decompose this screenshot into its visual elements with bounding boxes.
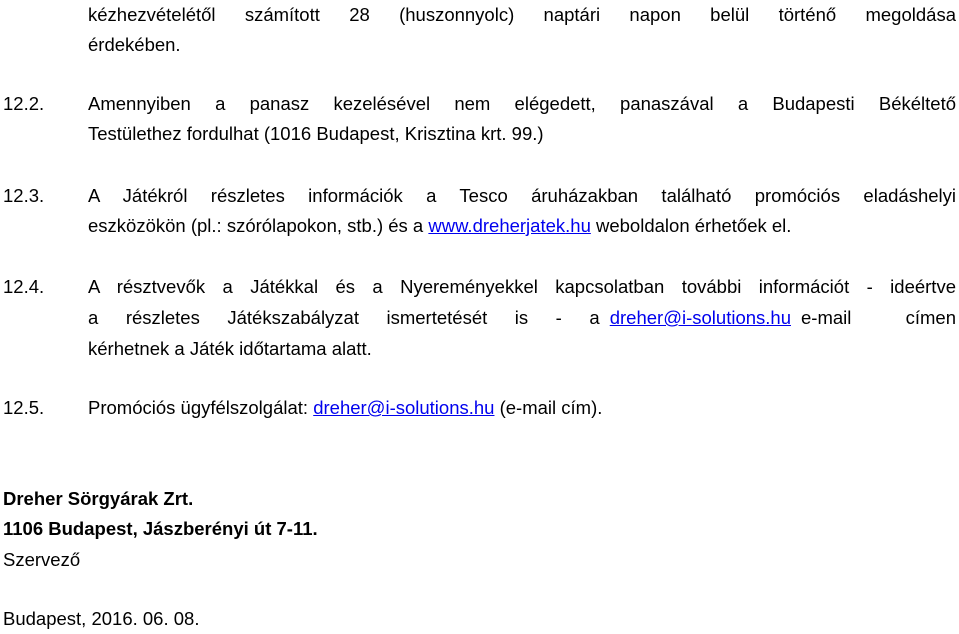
intro-line-2: érdekében. xyxy=(88,34,181,55)
company-name: Dreher Sörgyárak Zrt. xyxy=(3,488,194,509)
dreherjatek-website-link[interactable]: www.dreherjatek.hu xyxy=(428,215,591,236)
section-12-5-text-before: Promóciós ügyfélszolgálat: xyxy=(88,397,314,418)
customer-service-email-link[interactable]: dreher@i-solutions.hu xyxy=(313,397,495,418)
section-number-12-4: 12.4. xyxy=(3,276,45,297)
company-address: 1106 Budapest, Jászberényi út 7-11. xyxy=(3,518,318,539)
section-12-4-line-1: A résztvevők a Játékkal és a Nyereményekkel kapcsolatban további információt - ideértve xyxy=(88,276,956,297)
intro-line-1: kézhezvételétől számított 28 (huszonnyolc) naptári napon belül történő megoldása xyxy=(88,4,956,25)
section-12-4-line-3: kérhetnek a Játék időtartama alatt. xyxy=(88,338,372,359)
section-number-12-2: 12.2. xyxy=(3,93,45,114)
section-12-5-line xyxy=(88,393,602,423)
section-number-12-5: 12.5. xyxy=(3,397,45,418)
support-email-link[interactable]: dreher@i-solutions.hu xyxy=(609,307,791,328)
section-number-12-3: 12.3. xyxy=(3,185,45,206)
section-12-4-text-before: a részletes Játékszabályzat ismertetését is - a xyxy=(88,307,600,328)
section-12-5-text-after: (e-mail cím). xyxy=(494,397,603,418)
section-12-3-line-1: A Játékról részletes információk a Tesco áruházakban található promóciós eladáshelyi xyxy=(88,185,956,206)
section-12-3-text-after: weboldalon érhetőek el. xyxy=(590,215,792,236)
section-12-2-line-1: Amennyiben a panasz kezelésével nem elégedett, panaszával a Budapesti Békéltető xyxy=(88,93,956,114)
section-12-4-line-2 xyxy=(88,303,956,333)
document-date: Budapest, 2016. 06. 08. xyxy=(3,608,200,629)
section-12-4-text-after: e-mail címen xyxy=(801,307,956,328)
organizer-role: Szervező xyxy=(3,549,81,570)
section-12-3-line-2 xyxy=(88,211,791,241)
section-12-2-line-2: Testülethez fordulhat (1016 Budapest, Krisztina krt. 99.) xyxy=(88,123,544,144)
section-12-3-text-before: eszközökön (pl.: szórólapokon, stb.) és a xyxy=(88,215,429,236)
